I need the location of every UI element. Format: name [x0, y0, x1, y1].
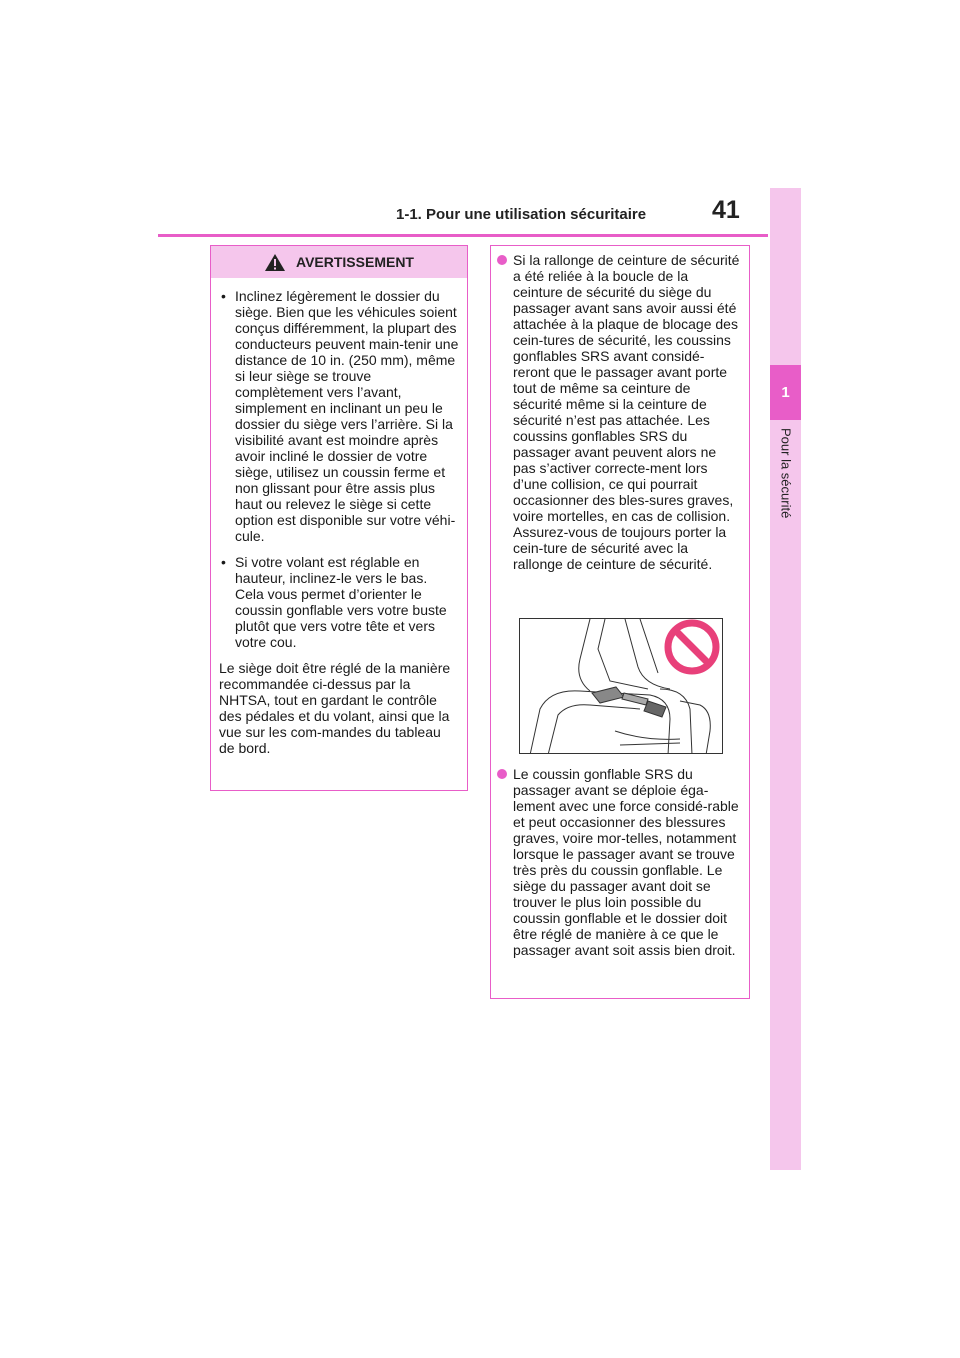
bullet-dot-icon	[497, 769, 507, 779]
bullet-marker: •	[221, 554, 226, 570]
page-number: 41	[712, 196, 740, 224]
warning-bullet	[219, 554, 459, 650]
chapter-number: 1	[770, 365, 801, 420]
warning-bullet	[219, 288, 459, 544]
warning-title: AVERTISSEMENT	[296, 254, 414, 270]
warning-paragraph: Le siège doit être réglé de la manière recommandée ci-dessus par la NHTSA, tout en gardant le contrôle des pédales et du volant, ainsi que la vue sur les com-mandes du tableau de bord.	[219, 660, 451, 756]
header-rule	[158, 234, 768, 237]
warning-body	[211, 278, 467, 756]
warning-header	[211, 246, 467, 278]
warning-box	[210, 245, 468, 791]
seatbelt-illustration	[519, 618, 723, 754]
info-item-text: Si la rallonge de ceinture de sécurité a été reliée à la boucle de la ceinture de sécurité du siège du passager avant sans avoir aussi été attachée à la plaque de blocage des cein-tures de sécurité, les coussins gonflables SRS avant considé-reront que le passager avant porte tout de même sa ceinture de sécurité même si la ceinture de sécurité n’est pas attachée. Les coussins gonflables SRS du passager avant peuvent alors ne pas s’activer correcte-ment lors d’une collision, ce qui pourrait occasionner des bles-sures graves, voire mortelles, en cas de collision. Assurez-vous de toujours porter la cein-ture de sécurité avec la rallonge de ceinture de sécurité.	[513, 252, 740, 572]
info-item	[497, 766, 741, 958]
chapter-label: Pour la sécurité	[778, 428, 794, 519]
side-tab	[770, 188, 801, 1170]
info-box	[490, 245, 750, 999]
prohibition-icon	[668, 623, 716, 671]
warning-bullet-text: Si votre volant est réglable en hauteur, inclinez-le vers le bas. Cela vous permet d’orienter le coussin gonflable vers votre buste plutôt que vers votre tête et vers votre cou.	[235, 554, 447, 650]
info-item-text: Le coussin gonflable SRS du passager avant se déploie éga-lement avec une force considé-rable et peut occasionner des blessures graves, voire mor-telles, notamment lorsque le passager avant se trouve très près du coussin gonflable. Le siège du passager avant doit se trouver le plus loin possible du coussin gonflable et le dossier doit être réglé de manière à ce que le passager avant soit assis bien droit.	[513, 766, 739, 958]
info-item	[497, 252, 741, 572]
bullet-marker: •	[221, 288, 226, 304]
passenger-seat-drawing	[520, 619, 723, 754]
warning-triangle-icon	[264, 253, 286, 272]
bullet-dot-icon	[497, 255, 507, 265]
warning-bullet-text: Inclinez légèrement le dossier du siège. Bien que les véhicules soient conçus différemment, la plupart des conducteurs peuvent main-tenir une distance de 10 in. (250 mm), même si leur siège se trouve complètement vers l’avant, simplement en inclinant un peu le dossier du siège vers l’arrière. Si la visibilité avant est moindre après avoir incliné le dossier de votre siège, utilisez un coussin ferme et non glissant pour être assis plus haut ou relevez le siège si cette option est disponible sur votre véhi-cule.	[235, 288, 459, 544]
section-title: 1-1. Pour une utilisation sécuritaire	[396, 206, 647, 223]
